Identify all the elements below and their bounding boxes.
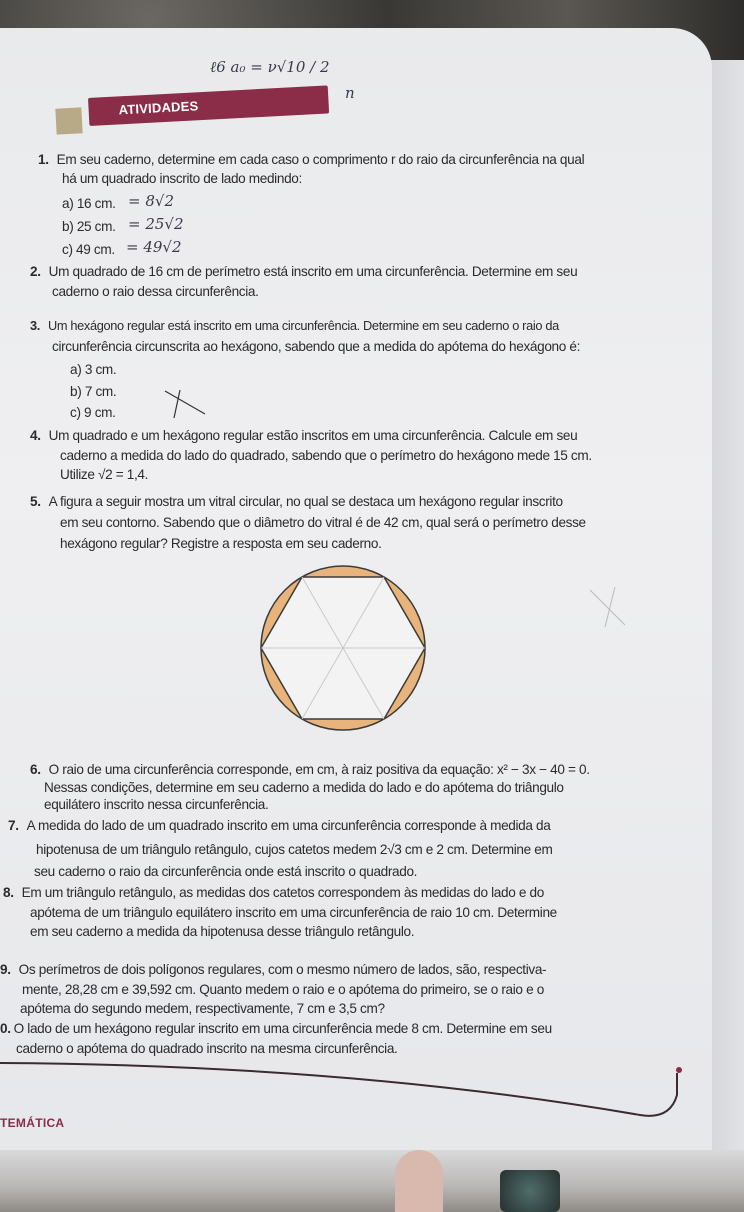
question-text: caderno o raio dessa circunferência. (52, 284, 259, 299)
footer-label: TEMÁTICA (0, 1116, 65, 1130)
question-2 (30, 264, 577, 280)
option-b: b) 25 cm. (62, 219, 116, 234)
question-number: 7. (8, 818, 19, 833)
desk-surface (0, 1150, 744, 1212)
option-a: a) 16 cm. (62, 196, 116, 211)
question-text: Um quadrado e um hexágono regular estão inscritos em uma circunferência. Calcule em seu (48, 428, 578, 443)
handwriting-answer: = 25√2 (128, 215, 184, 233)
stained-glass-figure (258, 562, 428, 734)
question-text: em seu contorno. Sabendo que o diâmetro do vitral é de 42 cm, qual será o perímetro desse (60, 515, 586, 530)
question-number: 8. (3, 885, 14, 900)
handwritten-mark-icon (160, 388, 210, 420)
question-text: equilátero inscrito nessa circunferência. (44, 797, 269, 812)
question-text: seu caderno o raio da circunferência onde está inscrito o quadrado. (34, 864, 418, 879)
question-number: 1. (38, 152, 49, 167)
question-text: caderno a medida do lado do quadrado, sabendo que o perímetro do hexágono mede 15 cm. (60, 448, 592, 463)
question-3 (30, 318, 559, 334)
question-text: A medida do lado de um quadrado inscrito em uma circunferência corresponde à medida da (26, 818, 551, 833)
question-text: circunferência circunscrita ao hexágono, sabendo que a medida do apótema do hexágono é: (52, 339, 581, 354)
question-text: Nessas condições, determine em seu caderno a medida do lado e do apótema do triângulo (44, 780, 564, 795)
question-number: 9. (0, 962, 11, 977)
option-c: c) 9 cm. (70, 405, 116, 420)
question-8 (3, 885, 544, 901)
question-7 (8, 818, 550, 834)
handwriting-top: ℓ6 a₀ = ν√10 / 2 (210, 58, 330, 76)
option-a: a) 3 cm. (70, 362, 117, 377)
question-number: 5. (30, 494, 41, 509)
question-text: em seu caderno a medida da hipotenusa desse triângulo retângulo. (30, 924, 415, 939)
handwriting-answer: = 49√2 (126, 238, 182, 256)
question-6 (30, 762, 590, 778)
option-c: c) 49 cm. (62, 242, 115, 257)
question-5 (30, 494, 563, 510)
section-end-rule (0, 1055, 700, 1125)
question-text: A figura a seguir mostra um vitral circular, no qual se destaca um hexágono regular inscrito (48, 494, 563, 509)
question-text: hipotenusa de um triângulo retângulo, cujos catetos medem 2√3 cm e 2 cm. Determine em (36, 842, 553, 857)
handwriting-answer: = 8√2 (128, 192, 174, 210)
question-text: O raio de uma circunferência corresponde, em cm, à raiz positiva da equação: x² − 3x − 40 = 0. (48, 762, 590, 777)
question-10 (0, 1021, 552, 1037)
question-number: 2. (30, 264, 41, 279)
question-text: apótema de um triângulo equilátero inscrito em uma circunferência de raio 10 cm. Determine (30, 905, 557, 920)
question-text: O lado de um hexágono regular inscrito em uma circunferência mede 8 cm. Determine em seu (13, 1021, 552, 1036)
question-1 (38, 152, 584, 168)
finger (395, 1150, 443, 1212)
decorative-object (500, 1170, 560, 1212)
question-number: 3. (30, 318, 40, 333)
question-text: apótema do segundo medem, respectivamente, 7 cm e 3,5 cm? (20, 1001, 385, 1016)
question-text: Um hexágono regular está inscrito em uma circunferência. Determine em seu caderno o raio da (47, 318, 559, 333)
question-text: Um quadrado de 16 cm de perímetro está inscrito em uma circunferência. Determine em seu (48, 264, 578, 279)
option-b: b) 7 cm. (70, 384, 117, 399)
section-tab-icon (55, 107, 82, 134)
question-text: caderno o apótema do quadrado inscrito na mesma circunferência. (16, 1041, 398, 1056)
question-text: mente, 28,28 cm e 39,592 cm. Quanto medem o raio e o apótema do primeiro, se o raio e o (22, 982, 544, 997)
question-text: Utilize √2 = 1,4. (60, 467, 149, 482)
question-text: Em seu caderno, determine em cada caso o comprimento r do raio da circunferência na qual (56, 152, 585, 167)
question-4 (30, 428, 577, 444)
question-text: Os perímetros de dois polígonos regulares, com o mesmo número de lados, são, respectiva- (18, 962, 547, 977)
handwritten-mark-icon (585, 585, 635, 630)
section-title: ATIVIDADES (118, 98, 199, 118)
question-text: Em um triângulo retângulo, as medidas dos catetos correspondem às medidas do lado e do (21, 885, 544, 900)
question-number: 4. (30, 428, 41, 443)
question-number: 0. (0, 1021, 11, 1036)
handwriting-n: n (345, 84, 355, 102)
question-text: há um quadrado inscrito de lado medindo: (62, 171, 302, 186)
question-9 (0, 962, 546, 978)
question-text: hexágono regular? Registre a resposta em seu caderno. (60, 536, 382, 551)
question-number: 6. (30, 762, 41, 777)
